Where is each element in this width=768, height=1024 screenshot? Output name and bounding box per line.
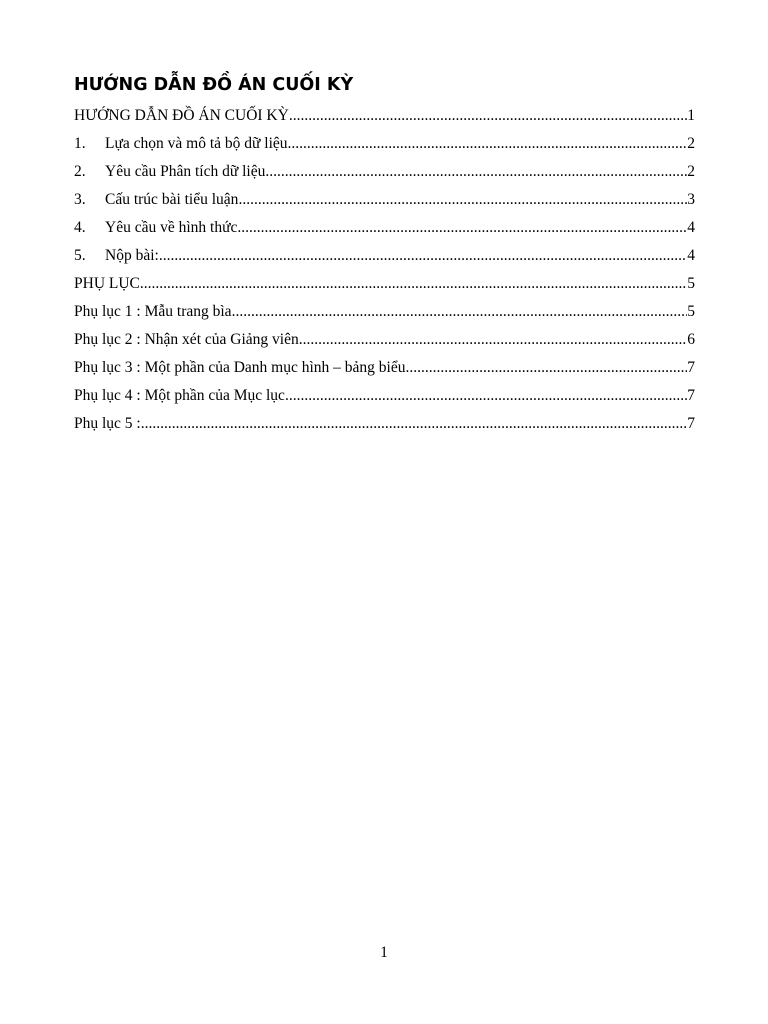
toc-entry-text: Nộp bài:: [105, 247, 159, 264]
toc-entry-text: HƯỚNG DẪN ĐỒ ÁN CUỐI KỲ: [74, 107, 289, 124]
toc-entry-text: Phụ lục 3 : Một phần của Danh mục hình – bảng biểu: [74, 359, 406, 376]
toc-dot-leader: [265, 158, 687, 186]
toc-entry-page: 2: [687, 163, 695, 180]
toc-entry[interactable]: [74, 102, 695, 130]
toc-entry-page: 4: [687, 247, 695, 264]
toc-entry[interactable]: [74, 410, 695, 438]
toc-dot-leader: [159, 242, 687, 270]
table-of-contents: [74, 102, 695, 438]
toc-entry-page: 6: [687, 331, 695, 348]
toc-entry-page: 5: [687, 303, 695, 320]
toc-entry-number: 2.: [74, 163, 86, 180]
toc-dot-leader: [289, 102, 687, 130]
toc-dot-leader: [299, 326, 688, 354]
toc-dot-leader: [141, 410, 688, 438]
toc-entry-page: 2: [687, 135, 695, 152]
toc-dot-leader: [140, 270, 687, 298]
toc-entry-page: 3: [687, 191, 695, 208]
toc-dot-leader: [285, 382, 687, 410]
toc-entry[interactable]: [74, 382, 695, 410]
toc-entry-number: 1.: [74, 135, 86, 152]
toc-entry[interactable]: [74, 186, 695, 214]
toc-entry-text: Lựa chọn và mô tả bộ dữ liệu: [105, 135, 288, 152]
toc-entry-page: 4: [687, 219, 695, 236]
toc-entry-text: Phụ lục 5 :: [74, 415, 141, 432]
toc-entry-number: 3.: [74, 191, 86, 208]
toc-entry[interactable]: [74, 158, 695, 186]
page-number: 1: [380, 944, 388, 961]
toc-entry[interactable]: [74, 354, 695, 382]
toc-entry[interactable]: [74, 326, 695, 354]
toc-entry[interactable]: [74, 270, 695, 298]
toc-entry[interactable]: [74, 242, 695, 270]
toc-entry-text: PHỤ LỤC: [74, 275, 140, 292]
toc-entry-text: Phụ lục 1 : Mẫu trang bìa: [74, 303, 232, 320]
toc-entry[interactable]: [74, 214, 695, 242]
toc-entry-page: 1: [687, 107, 695, 124]
toc-entry-number: 5.: [74, 247, 86, 264]
toc-entry-page: 5: [687, 275, 695, 292]
toc-entry-text: Phụ lục 4 : Một phần của Mục lục: [74, 387, 285, 404]
toc-entry-page: 7: [687, 415, 695, 432]
toc-entry-text: Cấu trúc bài tiểu luận: [105, 191, 239, 208]
toc-entry-page: 7: [687, 359, 695, 376]
document-title: HƯỚNG DẪN ĐỒ ÁN CUỐI KỲ: [74, 75, 354, 95]
toc-entry-text: Phụ lục 2 : Nhận xét của Giảng viên: [74, 331, 299, 348]
toc-entry[interactable]: [74, 130, 695, 158]
toc-entry-page: 7: [687, 387, 695, 404]
toc-entry-number: 4.: [74, 219, 86, 236]
toc-dot-leader: [238, 186, 687, 214]
toc-dot-leader: [237, 214, 687, 242]
toc-dot-leader: [405, 354, 687, 382]
toc-entry[interactable]: [74, 298, 695, 326]
toc-entry-text: Yêu cầu Phân tích dữ liệu: [105, 163, 266, 180]
toc-entry-text: Yêu cầu về hình thức: [105, 219, 238, 236]
toc-dot-leader: [288, 130, 688, 158]
toc-dot-leader: [232, 298, 688, 326]
